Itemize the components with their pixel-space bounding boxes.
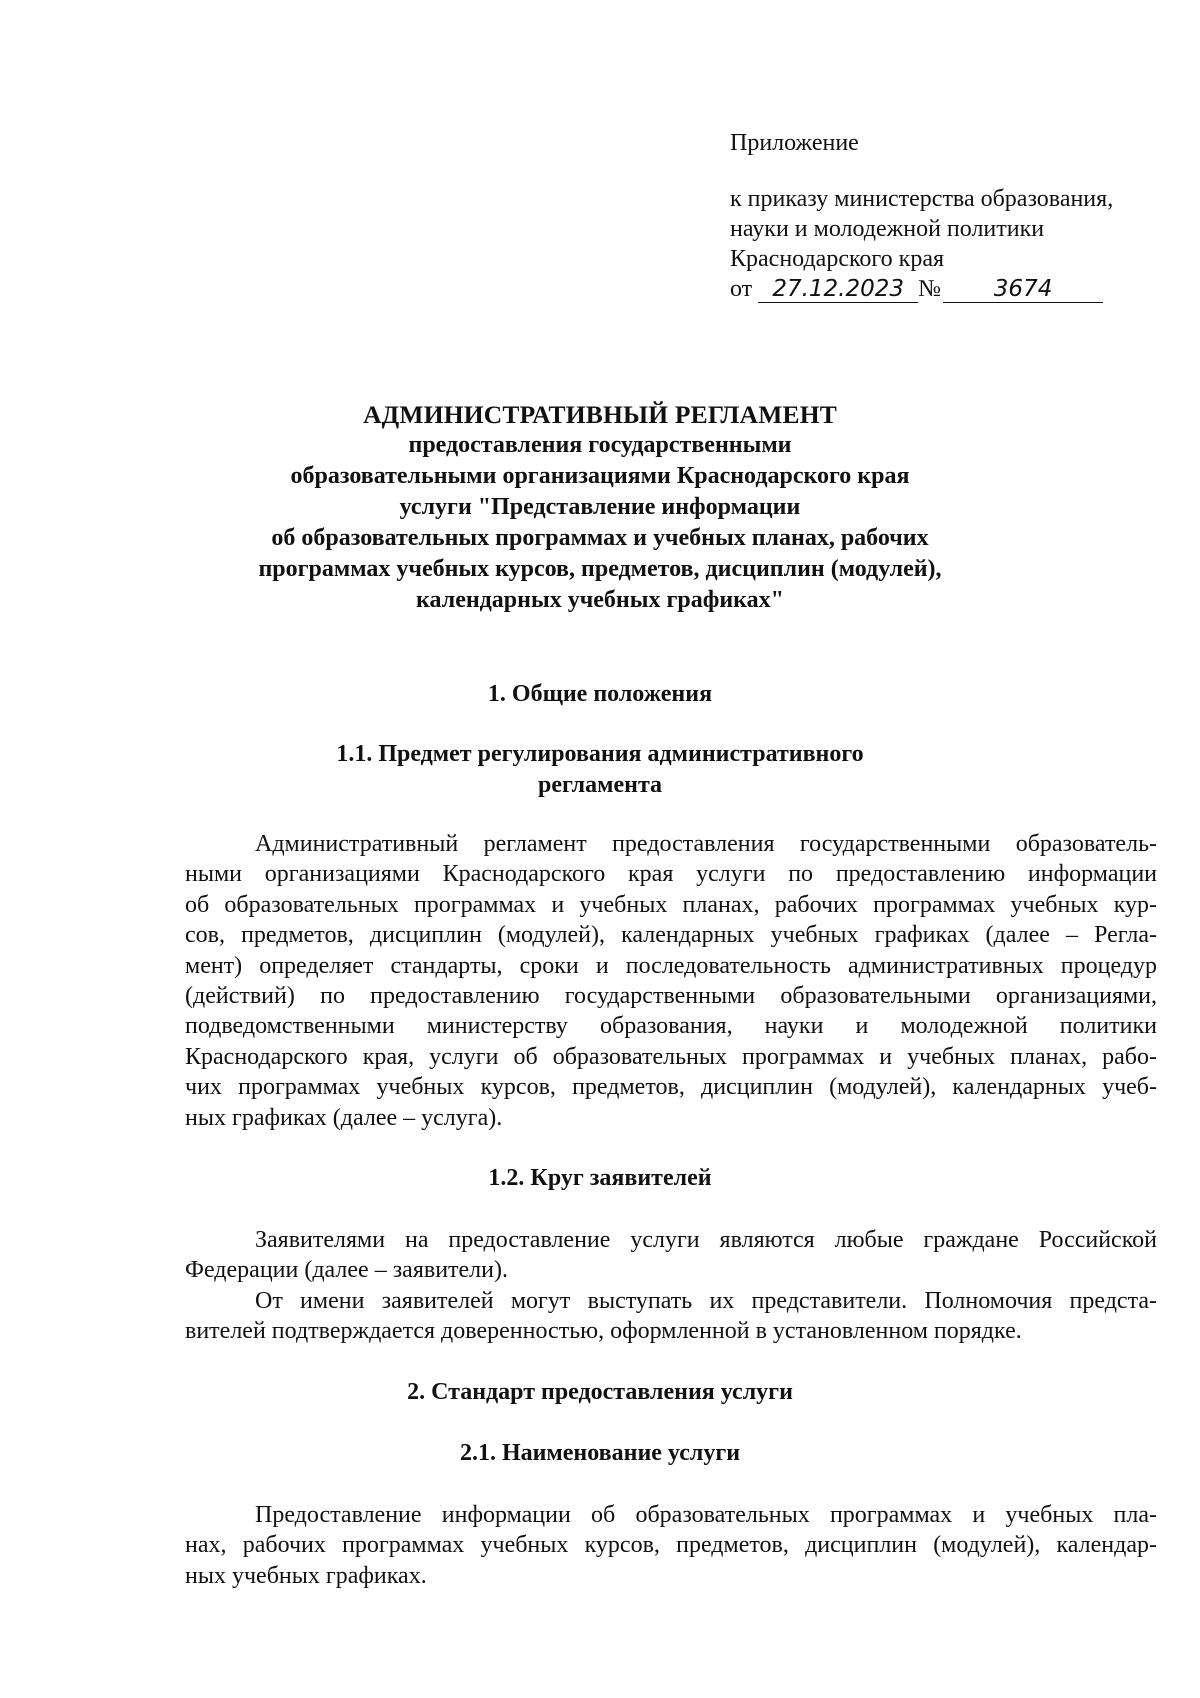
- appendix-title: Приложение: [730, 130, 859, 156]
- paragraph-line: чих программах учебных курсов, предметов, дисциплин (модулей), календарных учеб-: [185, 1074, 1157, 1101]
- title-line-2: образовательными организациями Краснодарского края: [290, 463, 910, 489]
- paragraph-line: мент) определяет стандарты, сроки и последовательность административных процедур: [185, 952, 1157, 979]
- order-number-handwritten: 3674: [943, 276, 1103, 303]
- paragraph-line: об образовательных программах и учебных планах, рабочих программах учебных кур-: [185, 891, 1157, 918]
- title-line-3: услуги "Представление информации: [399, 494, 801, 520]
- title-line-6: календарных учебных графиках": [416, 587, 784, 613]
- appendix-block: [730, 128, 1170, 304]
- paragraph-line: ных графиках (далее – услуга).: [185, 1104, 503, 1131]
- order-date-handwritten: 27.12.2023: [758, 276, 918, 303]
- paragraph-line: (действий) по предоставлению государственными образовательными организациями,: [185, 983, 1157, 1010]
- title-line-5: программах учебных курсов, предметов, дисциплин (модулей),: [258, 556, 942, 582]
- paragraph-line: ных учебных графиках.: [185, 1562, 427, 1589]
- section-heading-1-1-line-1: 1.1. Предмет регулирования административного: [336, 741, 864, 767]
- order-prefix: от: [730, 276, 753, 302]
- title-line-1: предоставления государственными: [408, 432, 792, 458]
- section-heading-1-1: [150, 739, 1050, 801]
- paragraph-line: сов, предметов, дисциплин (модулей), календарных учебных графиках (далее – Регла-: [185, 922, 1157, 949]
- paragraph-line: нах, рабочих программах учебных курсов, предметов, дисциплин (модулей), календар-: [185, 1532, 1157, 1559]
- section-heading-2: 2. Стандарт предоставления услуги: [407, 1379, 793, 1405]
- paragraph-line: Федерации (далее – заявители).: [185, 1257, 508, 1284]
- paragraph-service-name: [185, 1500, 1157, 1591]
- appendix-line-1: к приказу министерства образования,: [730, 186, 1114, 212]
- section-heading-1: 1. Общие положения: [487, 681, 713, 707]
- paragraph-line: подведомственными министерству образования, науки и молодежной политики: [185, 1013, 1157, 1040]
- title-line-4: об образовательных программах и учебных планах, рабочих: [271, 525, 929, 551]
- paragraph-applicants: [185, 1225, 1157, 1347]
- paragraph-line: От имени заявителей могут выступать их представители. Полномочия предста-: [255, 1287, 1157, 1314]
- paragraph-line: ными организациями Краснодарского края услуги по предоставлению информации: [185, 861, 1157, 888]
- paragraph-line: Административный регламент предоставления государственными образователь-: [255, 831, 1157, 857]
- section-heading-2-1: 2.1. Наименование услуги: [459, 1440, 741, 1466]
- order-number-sign: №: [918, 276, 942, 302]
- section-heading-1-1-line-2: регламента: [537, 772, 663, 798]
- regulation-title: [150, 400, 1050, 616]
- section-heading-1-2: 1.2. Круг заявителей: [488, 1165, 712, 1191]
- paragraph-subject: [185, 829, 1157, 1133]
- paragraph-line: вителей подтверждается доверенностью, оформленной в установленном порядке.: [185, 1318, 1022, 1345]
- appendix-line-2: науки и молодежной политики: [730, 216, 1045, 242]
- paragraph-line: Заявителями на предоставление услуги являются любые граждане Российской: [255, 1227, 1157, 1253]
- paragraph-line: Краснодарского края, услуги об образовательных программах и учебных планах, рабо-: [185, 1043, 1157, 1070]
- paragraph-line: Предоставление информации об образовательных программах и учебных пла-: [255, 1502, 1157, 1528]
- title-main: АДМИНИСТРАТИВНЫЙ РЕГЛАМЕНТ: [363, 400, 837, 429]
- appendix-line-3: Краснодарского края: [730, 246, 945, 272]
- order-line: [730, 274, 1170, 304]
